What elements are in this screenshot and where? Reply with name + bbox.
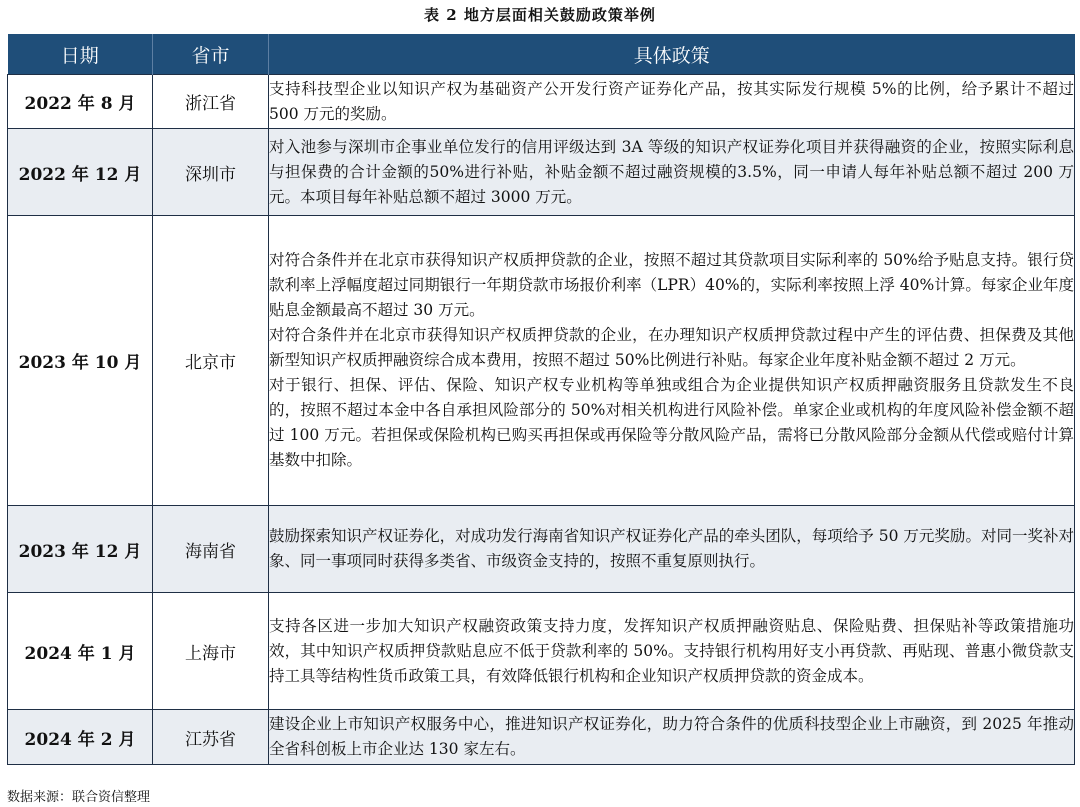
row-region: 北京市	[153, 216, 269, 506]
row-date: 2022 年 8 月	[8, 75, 153, 129]
row-region: 深圳市	[153, 129, 269, 216]
table-row	[8, 129, 1075, 216]
data-source-note: 数据来源：联合资信整理	[7, 790, 151, 805]
row-policy	[269, 593, 1075, 710]
table-row	[8, 216, 1075, 506]
row-policy	[269, 710, 1075, 765]
policy-paragraph: 建设企业上市知识产权服务中心，推进知识产权证券化，助力符合条件的优质科技型企业上市融资，到 2025 年推动全省科创板上市企业达 130 家左右。	[269, 715, 1074, 758]
policy-paragraph: 支持各区进一步加大知识产权融资政策支持力度，发挥知识产权质押融资贴息、保险贴费、担保贴补等政策措施功效，其中知识产权质押贷款贴息应不低于贷款利率的 50%。支持银行机构用好支小再贷款、再贴现、普惠小微贷款支持工具等结构性货币政策工具，有效降低银行机构和企业知识产权质押贷款的资金成本。	[269, 616, 1074, 685]
row-policy	[269, 75, 1075, 129]
table-header-row	[8, 34, 1075, 75]
row-policy	[269, 216, 1075, 506]
policy-paragraph: 对符合条件并在北京市获得知识产权质押贷款的企业，按照不超过其贷款项目实际利率的 50%给予贴息支持。银行贷款利率上浮幅度超过同期银行一年期贷款市场报价利率（LPR）40%的，实际利率按照上浮 40%计算。每家企业年度贴息金额最高不超过 30 万元。	[269, 251, 1074, 319]
header-region: 省市	[153, 34, 269, 75]
row-region: 海南省	[153, 506, 269, 593]
policy-paragraph: 对符合条件并在北京市获得知识产权质押贷款的企业，在办理知识产权质押贷款过程中产生的评估费、担保费及其他新型知识产权质押融资综合成本费用，按照不超过 50%比例进行补贴。每家企业年度补贴金额不超过 2 万元。	[269, 326, 1074, 369]
policy-paragraph: 支持科技型企业以知识产权为基础资产公开发行资产证券化产品，按其实际发行规模 5%的比例，给予累计不超过 500 万元的奖励。	[269, 79, 1074, 123]
header-date: 日期	[8, 34, 153, 75]
row-date: 2022 年 12 月	[8, 129, 153, 216]
row-region: 浙江省	[153, 75, 269, 129]
table-caption: 表 2 地方层面相关鼓励政策举例	[424, 6, 656, 24]
row-date: 2023 年 12 月	[8, 506, 153, 593]
table-row	[8, 710, 1075, 765]
row-policy	[269, 506, 1075, 593]
row-policy	[269, 129, 1075, 216]
row-date: 2024 年 1 月	[8, 593, 153, 710]
policy-paragraph: 对入池参与深圳市企事业单位发行的信用评级达到 3A 等级的知识产权证券化项目并获得融资的企业，按照实际利息与担保费的合计金额的50%进行补贴，补贴金额不超过融资规模的3.5%，同一申请人每年补贴总额不超过 200 万元。本项目每年补贴总额不超过 3000 万元。	[269, 137, 1074, 206]
row-date: 2024 年 2 月	[8, 710, 153, 765]
policy-table	[7, 34, 1075, 765]
table-row	[8, 506, 1075, 593]
table-row	[8, 75, 1075, 129]
policy-paragraph: 鼓励探索知识产权证券化，对成功发行海南省知识产权证券化产品的牵头团队，每项给予 50 万元奖励。对同一奖补对象、同一事项同时获得多类省、市级资金支持的，按照不重复原则执行。	[269, 527, 1074, 570]
policy-paragraph: 对于银行、担保、评估、保险、知识产权专业机构等单独或组合为企业提供知识产权质押融资服务且贷款发生不良的，按照不超过本金中各自承担风险部分的 50%对相关机构进行风险补偿。单家企业或机构的年度风险补偿金额不超过 100 万元。若担保或保险机构已购买再担保或再保险等分散风险产品，需将已分散风险部分金额从代偿或赔付计算基数中扣除。	[269, 376, 1074, 469]
row-region: 江苏省	[153, 710, 269, 765]
table-row	[8, 593, 1075, 710]
row-region: 上海市	[153, 593, 269, 710]
row-date: 2023 年 10 月	[8, 216, 153, 506]
header-policy: 具体政策	[269, 34, 1075, 75]
